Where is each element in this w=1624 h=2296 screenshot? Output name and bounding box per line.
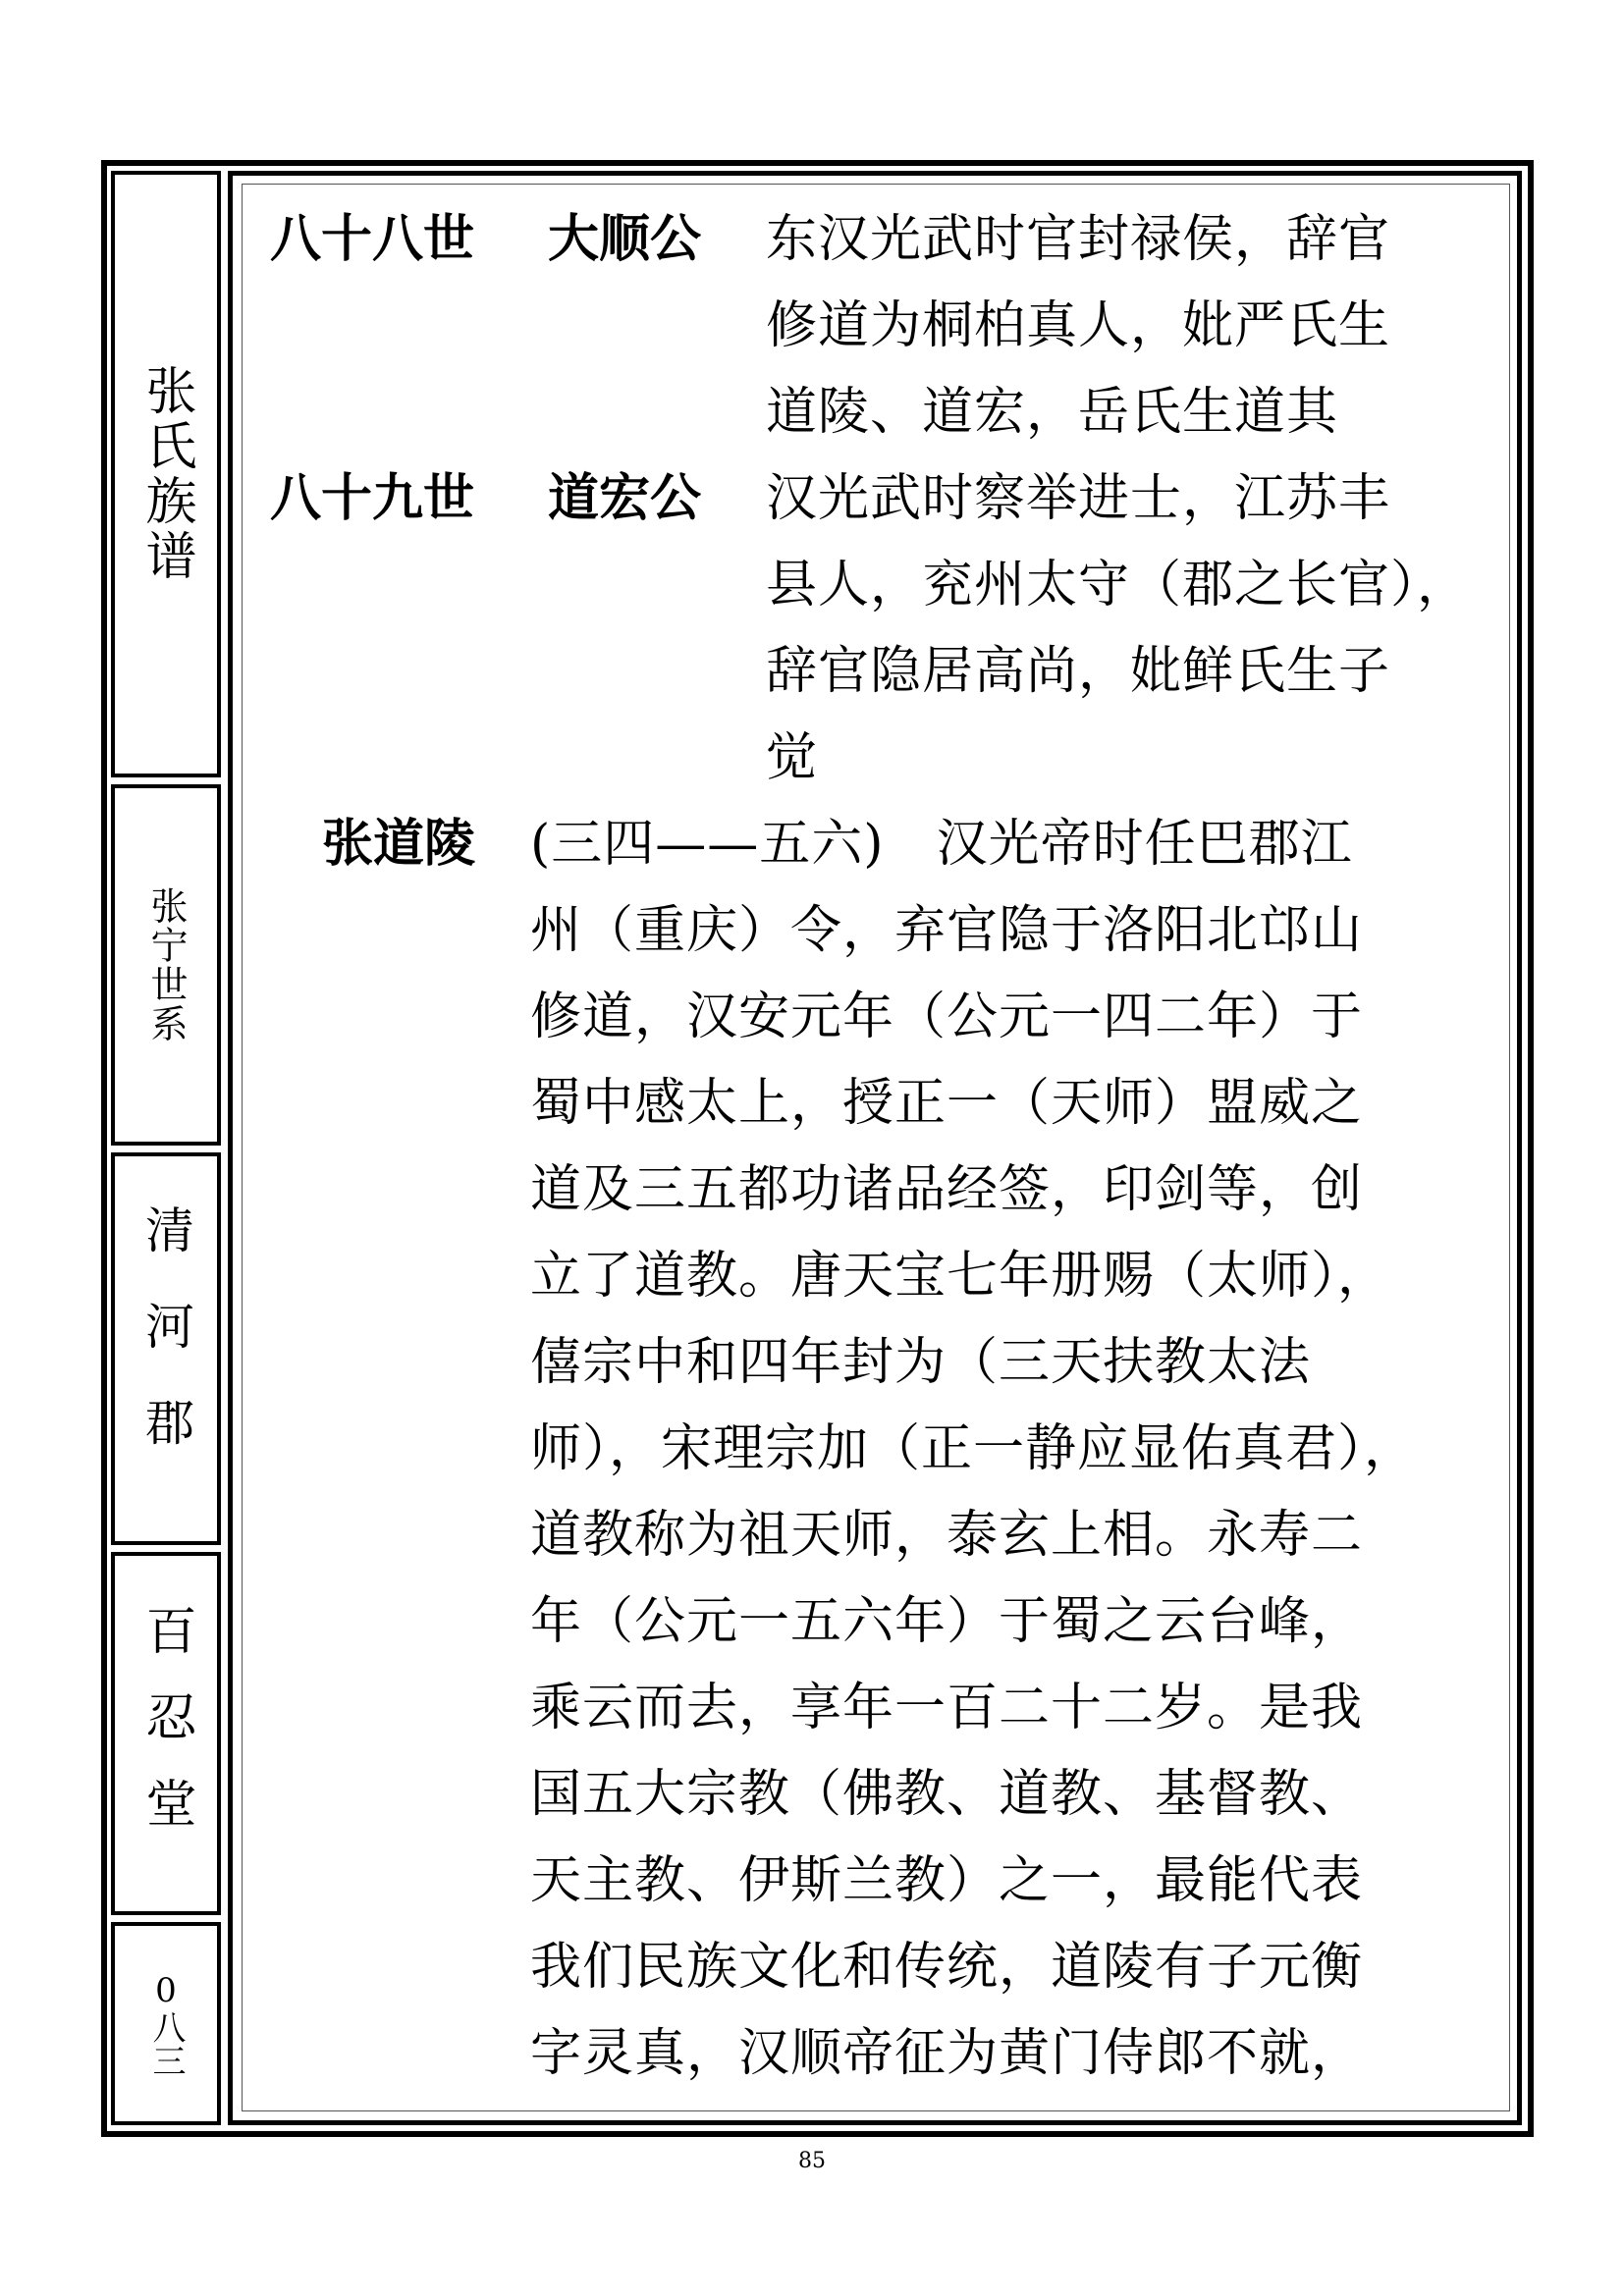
spine-county: 清河郡	[137, 1204, 194, 1493]
biography-line: 乘云而去，享年一百二十二岁。是我	[530, 1679, 1364, 1737]
spine-hall: 百忍堂	[136, 1604, 195, 1863]
entry-line: 辞官隐居高尚，妣鲜氏生子	[766, 642, 1391, 701]
spine-page-box	[111, 1922, 221, 2125]
entry-name: 道宏公	[548, 469, 702, 528]
spine-title-box	[111, 171, 221, 777]
genealogy-spine	[111, 171, 221, 2125]
biography-line: 道教称为祖天师，泰玄上相。永寿二	[530, 1506, 1364, 1565]
entry-line: 汉光武时察举进士，江苏丰	[766, 469, 1391, 528]
biography-line: 立了道教。唐天宝七年册赐（太师），	[530, 1247, 1390, 1306]
biography-line: (三四——五六) 汉光帝时任巴郡江	[530, 815, 1353, 874]
entry-line: 觉	[766, 728, 819, 787]
entry-generation: 八十九世	[270, 469, 475, 528]
biography-line: 国五大宗教（佛教、道教、基督教、	[530, 1765, 1364, 1824]
entry-generation: 八十八世	[270, 210, 475, 269]
spine-branch-box	[111, 784, 221, 1146]
entry-line: 东汉光武时官封禄侯，辞官	[766, 210, 1391, 269]
biography-line: 天主教、伊斯兰教）之一，最能代表	[530, 1851, 1364, 1910]
spine-title: 张氏族谱	[136, 364, 195, 584]
page-number: 85	[798, 2149, 826, 2173]
biography-line: 蜀中感太上，授正一（天师）盟威之	[530, 1074, 1364, 1133]
spine-county-box	[111, 1152, 221, 1545]
biography-line: 州（重庆）令，弃官隐于洛阳北邙山	[530, 901, 1364, 960]
entry-name: 大顺公	[548, 210, 702, 269]
biography-name: 张道陵	[322, 815, 476, 874]
entry-line: 道陵、道宏，岳氏生道其	[766, 383, 1339, 442]
entry-line: 修道为桐柏真人，妣严氏生	[766, 296, 1391, 355]
biography-line: 修道，汉安元年（公元一四二年）于	[530, 988, 1364, 1046]
biography-line: 道及三五都功诸品经签，印剑等，创	[530, 1160, 1364, 1219]
biography-line: 我们民族文化和传统，道陵有子元衡	[530, 1938, 1364, 1997]
biography-line: 年（公元一五六年）于蜀之云台峰，	[530, 1592, 1364, 1651]
biography-line: 字灵真，汉顺帝征为黄门侍郎不就，	[530, 2024, 1364, 2083]
entry-line: 县人，兖州太守（郡之长官），	[766, 556, 1470, 614]
biography-line: 僖宗中和四年封为（三天扶教太法	[530, 1333, 1312, 1392]
spine-branch: 张宁世系	[144, 886, 188, 1043]
spine-page-number: 0八三	[146, 1970, 186, 2077]
biography-line: 师），宋理宗加（正一静应显佑真君），	[530, 1419, 1417, 1478]
spine-hall-box	[111, 1552, 221, 1915]
